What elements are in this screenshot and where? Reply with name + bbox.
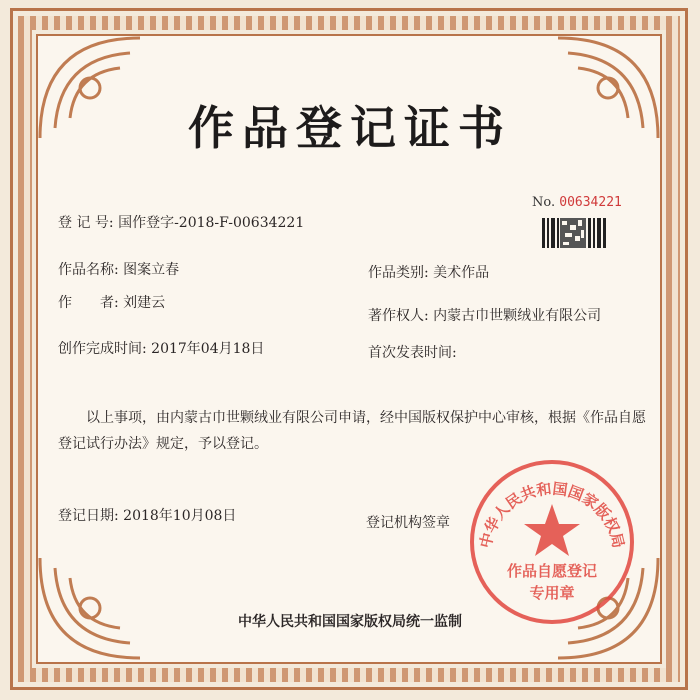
issuer-footer: 中华人民共和国国家版权局统一监制: [238, 614, 462, 630]
number-label: No.: [532, 195, 556, 210]
first-publish-row: [368, 342, 457, 362]
completion-time-row: [58, 338, 264, 358]
publish-label: 首次发表时间:: [368, 345, 457, 361]
author-value: 刘建云: [123, 295, 166, 311]
registration-date-row: [58, 505, 236, 525]
copyright-owner-row: [368, 305, 601, 325]
reg-date-label: 登记日期:: [58, 508, 119, 524]
work-name-row: [58, 259, 179, 279]
registration-authority-signature: 登记机构签章: [366, 515, 450, 531]
reg-date-value: 2018年10月08日: [123, 508, 237, 524]
finish-label: 创作完成时间:: [58, 341, 147, 357]
corner-ornament-bottom-left: [30, 548, 150, 668]
owner-label: 著作权人:: [368, 308, 429, 324]
owner-value: 内蒙古巾世颗绒业有限公司: [433, 308, 602, 324]
author-label: 作 者:: [58, 295, 119, 311]
work-type-row: [368, 262, 489, 282]
certificate-number: [532, 195, 622, 210]
certificate-statement: 以上事项，由内蒙古巾世颗绒业有限公司申请，经中国版权保护中心审核，根据《作品自愿登记试行办法》规定，予以登记。: [58, 410, 646, 452]
registration-number-row: [58, 212, 304, 232]
author-row: [58, 292, 165, 312]
reg-value: 国作登字-2018-F-00634221: [118, 215, 305, 231]
type-value: 美术作品: [433, 265, 490, 281]
barcode-icon: [540, 216, 608, 250]
name-label: 作品名称:: [58, 262, 119, 278]
finish-value: 2017年04月18日: [151, 341, 265, 357]
reg-label: 登 记 号:: [58, 215, 114, 231]
seal-inner-line1: 作品自愿登记: [506, 562, 598, 580]
type-label: 作品类别:: [368, 265, 429, 281]
number-value: 00634221: [559, 195, 622, 210]
certificate-title: 作品登记证书: [188, 101, 512, 155]
seal-inner-line2: 专用章: [529, 584, 575, 602]
name-value: 图案立春: [123, 262, 180, 278]
seal-outer-text: 中华人民共和国国家版权局: [476, 479, 628, 550]
official-seal-icon: [462, 452, 642, 632]
